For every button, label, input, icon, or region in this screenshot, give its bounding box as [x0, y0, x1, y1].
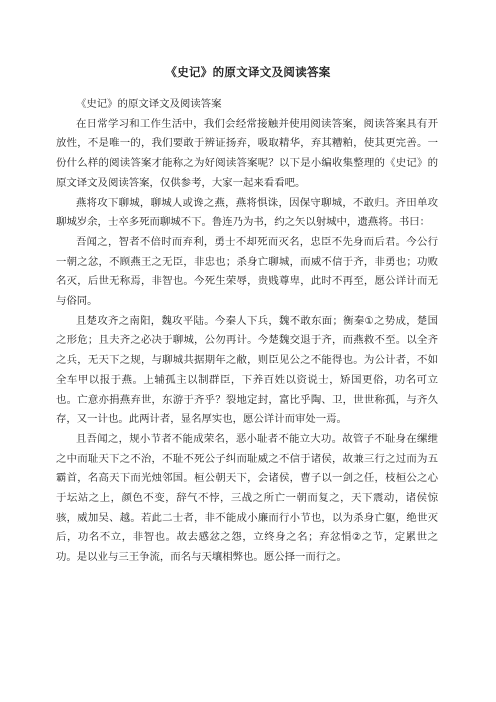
body-paragraph-4: 且吾闻之，规小节者不能成荣名，恶小耻者不能立大功。故管子不耻身在缧绁之中而耻天下之不治，不耻不死公子纠而耻威之不信于诸侯，故兼三行之过而为五霸首，名高天下而光烛邻国。桓公朝天下，会诸侯，曹子以一剑之任，枝桓公之心于坛站之上，颜色不变，辞气不悖，三战之所亡一朝而复之，天下震动，诸侯惊骇，威加吴、越。若此二士者，非不能成小廉而行小节也，以为杀身亡躯，绝世灭后，功名不立，非智也。故去感忿之怨，立终身之名；弃忿悁②之节，定累世之功。是以业与三王争流，而名与天壤相弊也。愿公择一而行之。 — [56, 432, 438, 564]
document-subtitle: 《史记》的原文译文及阅读答案 — [76, 98, 222, 110]
page-title: 《史记》的原文译文及阅读答案 — [165, 65, 331, 79]
intro-paragraph: 在日常学习和工作生活中，我们会经常接触并使用阅读答案，阅读答案具有开放性，不是唯一的，我们要敢于辨证扬弃，吸取精华，弃其糟粕，使其更完善。一份什么样的阅读答案才能称之为好阅读答案呢？以下是小编收集整理的《史记》的原文译文及阅读答案，仅供参考，大家一起来看看吧。 — [56, 117, 438, 189]
document-body — [56, 95, 438, 568]
body-paragraph-3: 且楚攻齐之南阳，魏攻平陆。今秦人下兵，魏不敢东面；衡秦①之势成，楚国之形危；且夫齐之必决于聊城，公勿再计。今楚魏交退于齐，而燕救不至。以全齐之兵，无天下之规，与聊城共据期年之敝，则臣见公之不能得也。为公计者，不如全车甲以报于燕。上辅孤主以制群臣，下养百姓以资说士，矫国更俗，功名可立也。亡意亦捐燕弃世，东游于齐乎？裂地定封，富比乎陶、卫，世世称孤，与齐久存，又一计也。此两计者，显名厚实也，愿公详计而审处一焉。 — [56, 314, 438, 426]
body-paragraph-1: 燕将攻下聊城，聊城人或谗之燕，燕将惧诛，因保守聊城，不敢归。齐田单攻聊城岁余，士卒多死而聊城不下。鲁连乃为书，约之矢以射城中，遗燕将。书曰： — [56, 196, 438, 229]
body-paragraph-2: 吾闻之，智者不倍时而弃利，勇士不却死而灭名，忠臣不先身而后君。今公行一朝之忿，不顾燕王之无臣，非忠也；杀身亡聊城，而威不信于齐，非勇也；功败名灭，后世无称焉，非智也。今死生荣辱，贵贱尊卑，此时不再至，愿公详计而无与俗同。 — [56, 235, 438, 308]
